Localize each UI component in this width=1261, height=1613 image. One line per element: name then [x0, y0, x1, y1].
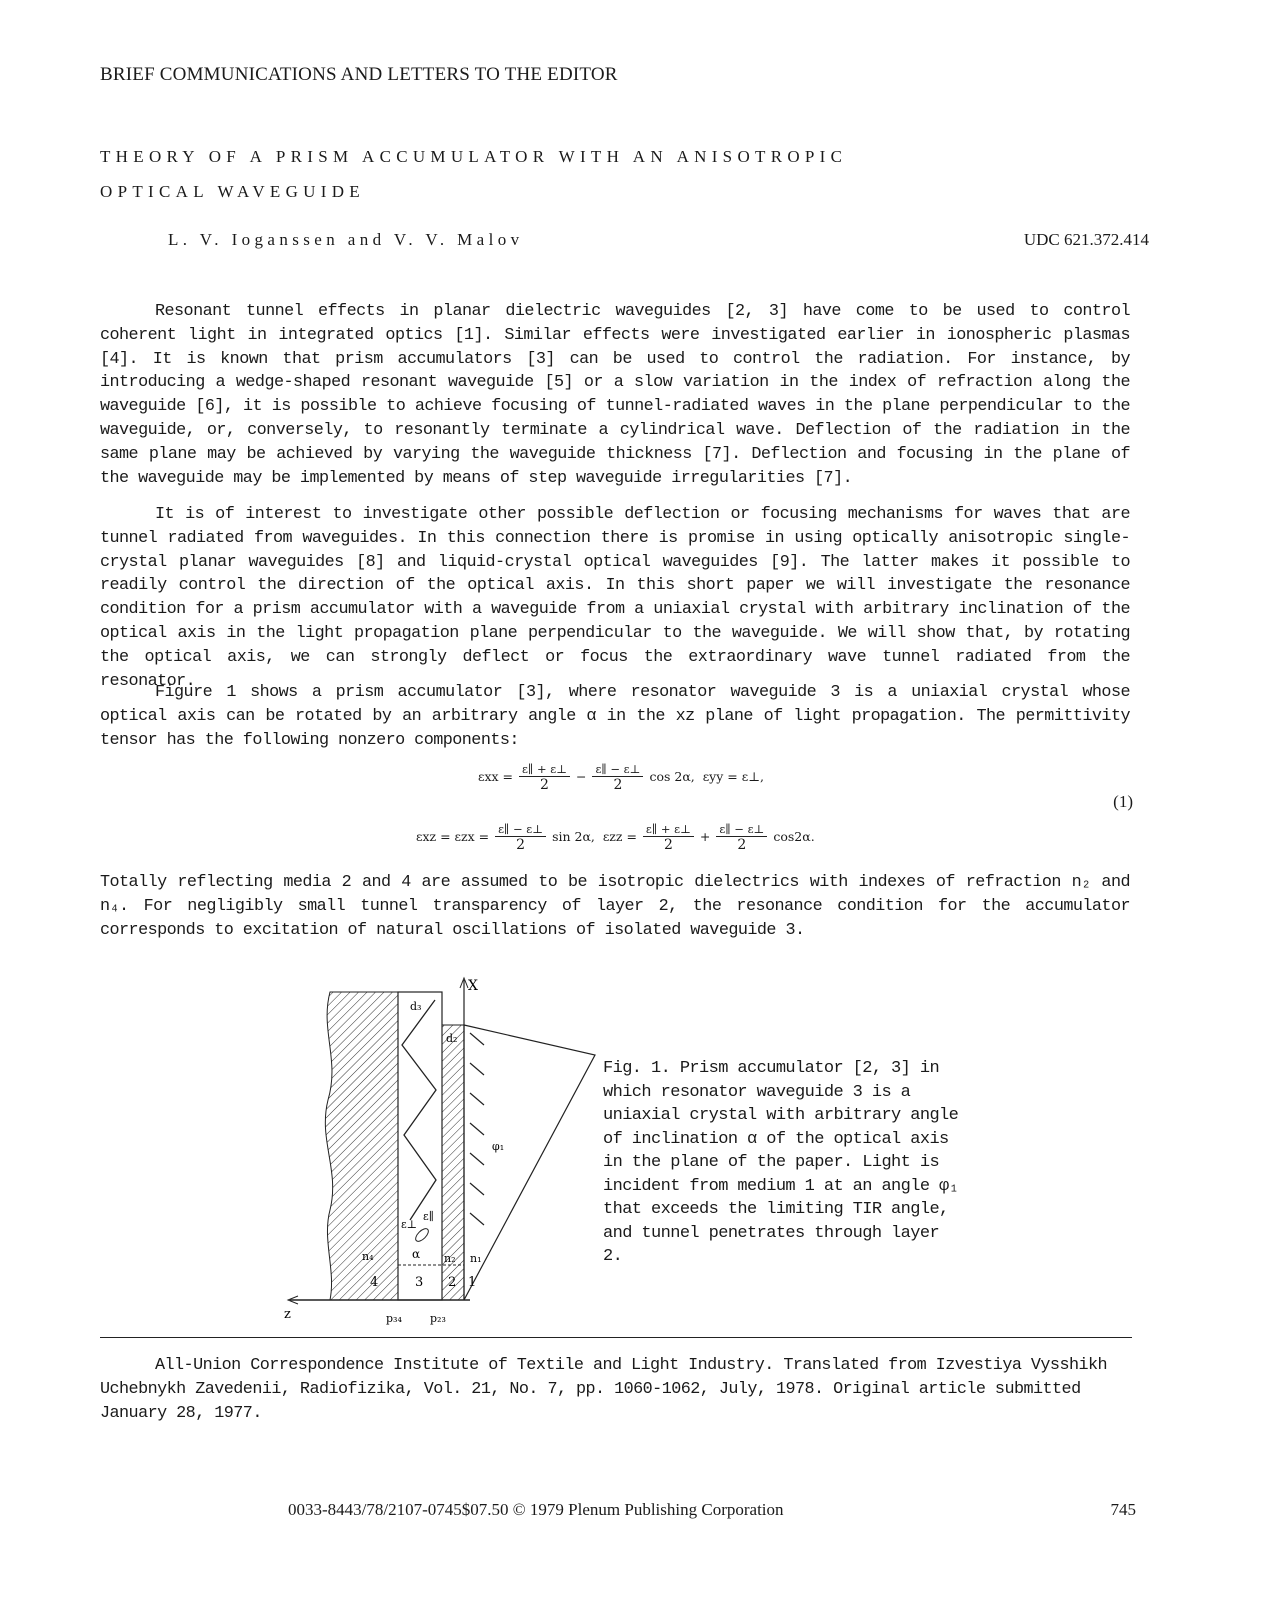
authors: L. V. Ioganssen and V. V. Malov [168, 230, 524, 249]
exx-lhs: εxx = [478, 769, 514, 784]
figure-1-diagram [270, 970, 610, 1330]
p34-label: p₃₄ [386, 1312, 402, 1325]
cos-term: cos 2α, [649, 769, 695, 784]
region-1-label: 1 [468, 1275, 477, 1290]
copyright-line: 0033-8443/78/2107-0745$07.50 © 1979 Plenum Publishing Corporation [288, 1500, 784, 1519]
footnote-divider [100, 1337, 1132, 1338]
footnote-block [100, 1354, 1130, 1426]
figure-1-caption: Fig. 1. Prism accumulator [2, 3] in which resonator waveguide 3 is a uniaxial crystal with arbitrary angle of inclination α of the optical axis in the plane of the paper. Light is incident from medium 1 at an angle φ₁ that exceeds the limiting TIR angle, and tunnel penetrates through layer 2. [603, 1059, 959, 1266]
eperp-label: ε⊥ [401, 1218, 418, 1231]
page-number: 745 [1110, 1500, 1136, 1519]
footnote-text: All-Union Correspondence Institute of Textile and Light Industry. Translated from Izvestiya Vysshikh Uchebnykh Zavedenii, Radiofizika, Vol. 21, No. 7, pp. 1060-1062, July, 1978. Original article submitted January 28, 1977. [100, 1356, 1108, 1423]
z-axis-label: z [284, 1307, 291, 1322]
alpha-label: α [412, 1247, 421, 1261]
fraction-sum-2: $\frac{\varepsilon\parallel + \varepsilon\perp}{2}$ [643, 822, 694, 853]
n4-label: n₄ [362, 1250, 374, 1263]
sin-term: sin 2α, [552, 829, 595, 844]
paragraph-2-block [100, 503, 1130, 693]
equation-line-2 [416, 822, 815, 853]
article-title-line2: OPTICAL WAVEGUIDE [100, 182, 365, 201]
paragraph-4-block [100, 871, 1130, 942]
paragraph-1: Resonant tunnel effects in planar dielectric waveguides [2, 3] have come to be used to control coherent light in integrated optics [1]. Similar effects were investigated earlier in ionospheric plasmas [4]. It is known that prism accumulators [3] can be used to control the radiation. For instance, by introducing a wedge-shaped resonant waveguide [5] or a slow variation in the index of refraction along the waveguide [6], it is possible to achieve focusing of tunnel-radiated waves in the plane perpendicular to the waveguide, or, conversely, to resonantly terminate a cylindrical wave. Deflection of the radiation in the same plane may be achieved by varying the waveguide thickness [7]. Deflection and focusing in the plane of the waveguide may be implemented by means of step waveguide irregularities [7]. [100, 302, 1130, 488]
exz-lhs: εxz = εzx = [416, 829, 490, 844]
incident-rays [470, 1033, 484, 1225]
paragraph-4: Totally reflecting media 2 and 4 are assumed to be isotropic dielectrics with indexes of refraction n₂ and n₄. For negligibly small tunnel transparency of layer 2, the resonance condition for the accumulator corresponds to excitation of natural oscillations of isolated waveguide 3. [100, 873, 1130, 940]
paragraph-2: It is of interest to investigate other possible deflection or focusing mechanisms for waves that are tunnel radiated from waveguides. In this connection there is promise in using optically anisotropic single-crystal planar waveguides [8] and liquid-crystal optical waveguides [9]. The latter makes it possible to readily control the direction of the optical axis. In this short paper we will investigate the resonance condition for a prism accumulator with a waveguide from a uniaxial crystal with arbitrary inclination of the optical axis in the light propagation plane perpendicular to the waveguide. We will show that, by rotating the optical axis, we can strongly deflect or focus the extraordinary wave tunnel radiated from the resonator. [100, 505, 1130, 691]
n2-label: n₂ [444, 1252, 456, 1265]
paragraph-3-block [100, 681, 1130, 752]
fraction-sum: $\frac{\varepsilon\parallel + \varepsilon\perp}{2}$ [519, 762, 570, 793]
plus-sign: + [699, 829, 711, 844]
equation-line-1 [478, 762, 764, 793]
d3-label: d₃ [410, 1000, 422, 1013]
prism-1 [464, 1025, 595, 1300]
x-axis-label: X [468, 978, 478, 994]
d2-label: d₂ [446, 1032, 458, 1045]
minus-sign: − [576, 769, 587, 784]
region-3-label: 3 [415, 1275, 424, 1290]
region-4-label: 4 [370, 1275, 379, 1290]
phi1-label: φ₁ [492, 1140, 505, 1153]
paragraph-3: Figure 1 shows a prism accumulator [3], where resonator waveguide 3 is a uniaxial crystal whose optical axis can be rotated by an arbitrary angle α in the xz plane of light propagation. The permittivity tensor has the following nonzero components: [100, 683, 1130, 750]
fraction-diff: $\frac{\varepsilon\parallel - \varepsilon\perp}{2}$ [592, 762, 643, 793]
section-heading: BRIEF COMMUNICATIONS AND LETTERS TO THE EDITOR [100, 64, 618, 85]
equation-number: (1) [1113, 792, 1133, 811]
n1-label: n₁ [470, 1252, 482, 1265]
eyy-term: εyy = ε⊥, [702, 769, 764, 784]
p23-label: p₂₃ [430, 1312, 446, 1325]
article-title-line1: THEORY OF A PRISM ACCUMULATOR WITH AN ANISOTROPIC [100, 147, 848, 166]
epar-label: ε∥ [423, 1210, 434, 1223]
region-2-label: 2 [448, 1275, 457, 1290]
fraction-diff-2: $\frac{\varepsilon\parallel - \varepsilon\perp}{2}$ [495, 822, 546, 853]
fraction-diff-3: $\frac{\varepsilon\parallel - \varepsilon\perp}{2}$ [716, 822, 767, 853]
paragraph-1-block [100, 300, 1130, 490]
ezz-lhs: εzz = [602, 829, 637, 844]
cos-term-2: cos2α. [773, 829, 815, 844]
udc-code: UDC 621.372.414 [1023, 230, 1149, 249]
